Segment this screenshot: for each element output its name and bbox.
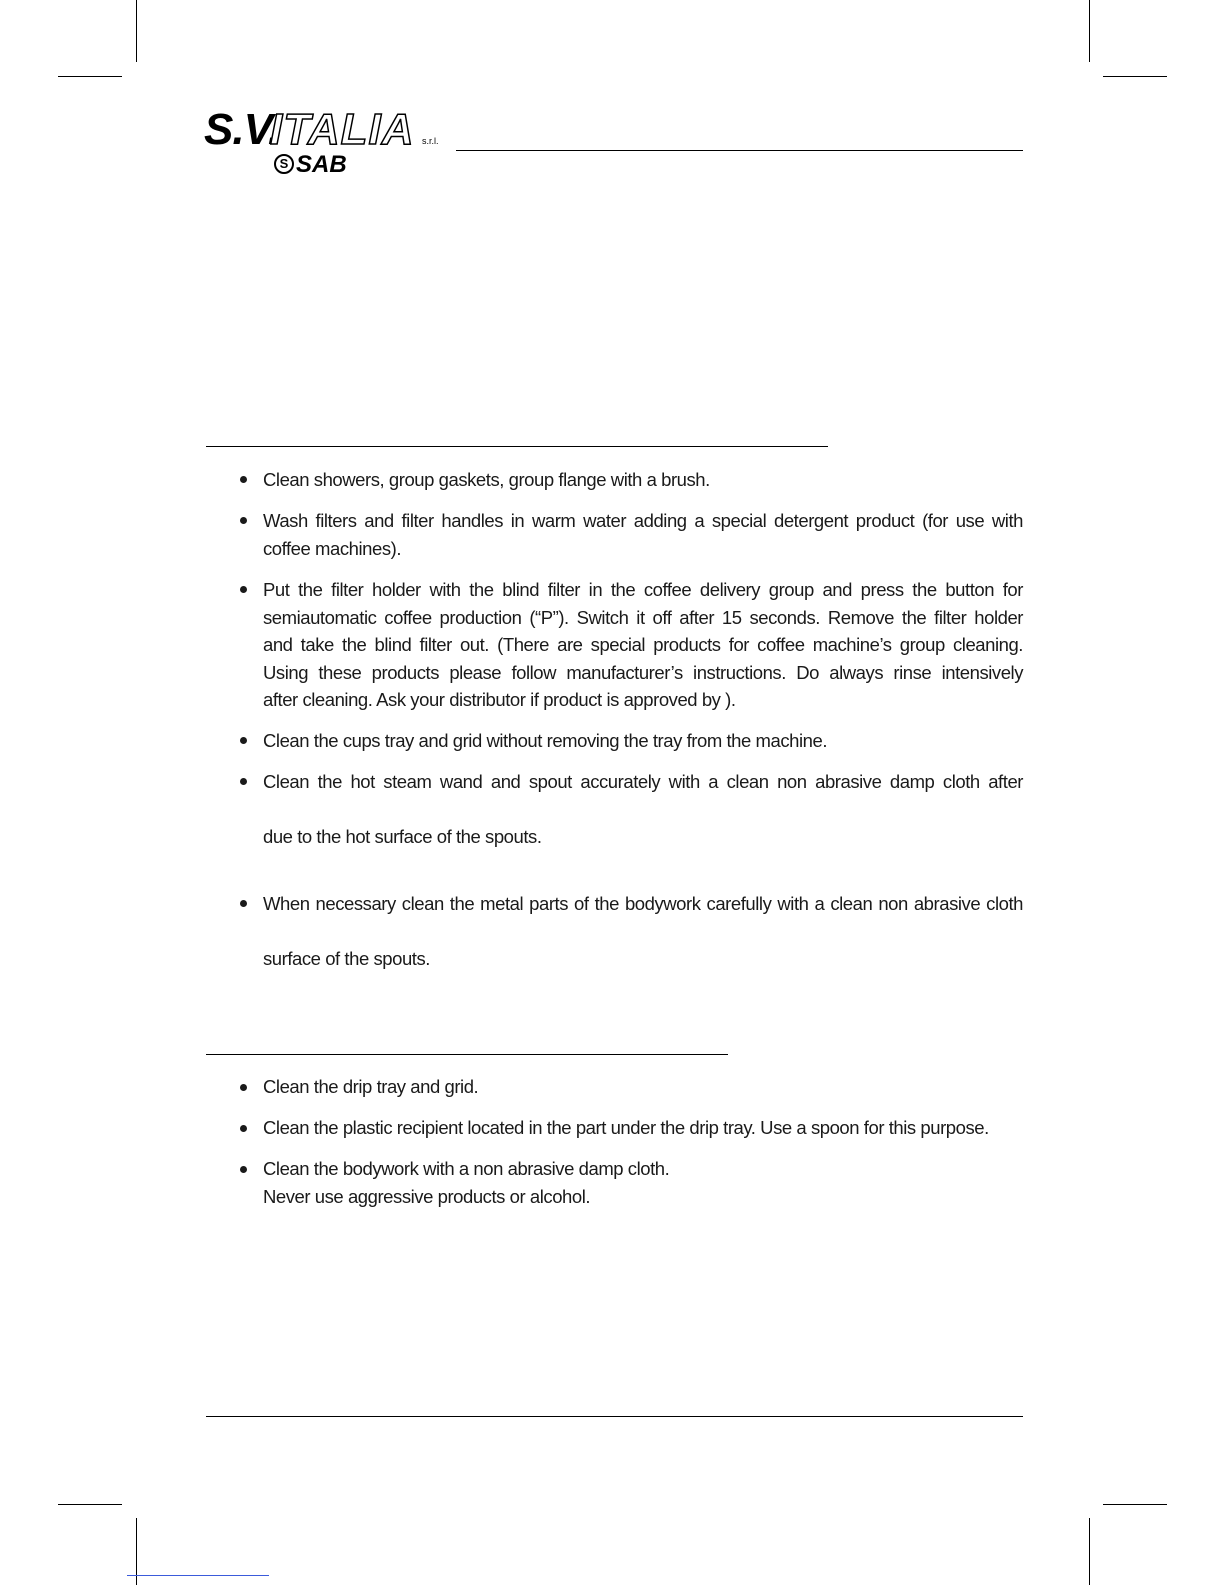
item-text: Clean the bodywork with a non abrasive damp cloth. xyxy=(263,1158,670,1179)
link-underline xyxy=(127,1575,269,1576)
item-text: due to the hot surface of the spouts. xyxy=(263,826,542,847)
item-text: surface of the spouts. xyxy=(263,948,430,969)
footer-rule xyxy=(206,1416,1023,1417)
item-text: and take the blind filter out. (There are special products for coffee machine’s group cleaning. xyxy=(263,634,1023,655)
logo-italia: ITALIA xyxy=(270,105,415,154)
item-text: Clean the drip tray and grid. xyxy=(263,1076,479,1097)
crop-mark xyxy=(58,1504,122,1505)
logo-srl: s.r.l. xyxy=(422,136,439,146)
item-text: Put the filter holder with the blind filter in the coffee delivery group and press the button for xyxy=(263,579,1023,600)
crop-mark xyxy=(136,0,137,62)
crop-mark xyxy=(1103,76,1167,77)
item-text: Clean the plastic recipient located in the part under the drip tray. Use a spoon for this purpose. xyxy=(263,1117,989,1138)
bullet xyxy=(240,1084,247,1091)
item-text: semiautomatic coffee production (“P”). Switch it off after 15 seconds. Remove the filter holder xyxy=(263,606,1023,628)
bullet xyxy=(240,900,247,907)
item-text: Clean showers, group gaskets, group flange with a brush. xyxy=(263,469,710,490)
section-1-rule xyxy=(206,446,828,447)
section-2-rule xyxy=(206,1054,728,1055)
sab-mark-icon: S xyxy=(274,154,294,174)
bullet xyxy=(240,778,247,785)
crop-mark xyxy=(1089,0,1090,62)
crop-mark xyxy=(1089,1518,1090,1585)
bullet xyxy=(240,586,247,593)
bullet xyxy=(240,1166,247,1173)
bullet xyxy=(240,1125,247,1132)
crop-mark xyxy=(58,76,122,77)
item-text: Clean the cups tray and grid without removing the tray from the machine. xyxy=(263,730,828,751)
bullet xyxy=(240,476,247,483)
item-text: Wash filters and filter handles in warm water adding a special detergent product (for use with xyxy=(263,510,1023,531)
bullet xyxy=(240,737,247,744)
logo-sab: SAB xyxy=(296,151,347,178)
warning-note: Never use aggressive products or alcohol. xyxy=(263,1185,591,1207)
crop-mark xyxy=(1103,1504,1167,1505)
item-text: Clean the hot steam wand and spout accurately with a clean non abrasive damp cloth after xyxy=(263,771,1023,792)
item-text: When necessary clean the metal parts of the bodywork carefully with a clean non abrasive cloth xyxy=(263,893,1023,914)
item-text: Using these products please follow manufacturer’s instructions. Do always rinse intensively xyxy=(263,661,1023,683)
item-text: after cleaning. Ask your distributor if product is approved by ). xyxy=(263,689,736,710)
company-logo xyxy=(204,106,444,180)
logo-sv: S.V. xyxy=(204,105,280,154)
header-rule xyxy=(456,150,1023,151)
item-text: coffee machines). xyxy=(263,537,402,559)
bullet xyxy=(240,517,247,524)
